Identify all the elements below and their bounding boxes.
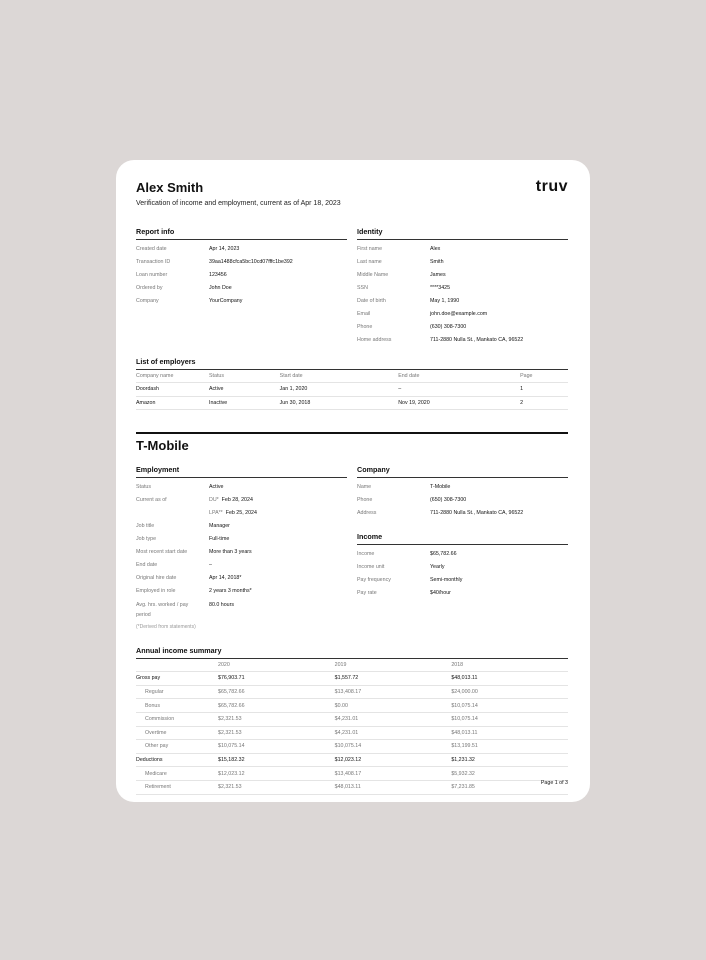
field-value: More than 3 years	[209, 549, 252, 556]
du-tag: DU*	[209, 497, 219, 504]
table-cell: $15,182.32	[218, 753, 335, 767]
table-cell: $1,557.72	[335, 672, 452, 686]
field-value	[209, 494, 253, 507]
field-label: Email	[357, 311, 371, 317]
field-value: 39aa1488cfca5bc10cd07fffc1be392	[209, 259, 293, 265]
page-title: Alex Smith	[136, 180, 204, 195]
employment-rows	[136, 520, 347, 598]
table-cell: Other pay	[136, 740, 218, 754]
income-summary-row	[136, 672, 568, 686]
income-heading: Income	[357, 532, 568, 545]
employer-row	[136, 383, 568, 397]
company-heading: Company	[357, 465, 568, 478]
income-summary-row	[136, 712, 568, 726]
field-label: Date of birth	[357, 298, 386, 304]
table-cell: $2,321.53	[218, 712, 335, 726]
field-value: Full-time	[209, 536, 230, 543]
field-value: 123456	[209, 272, 227, 278]
company-row	[357, 507, 568, 520]
lpa-date: Feb 25, 2024	[225, 510, 257, 517]
table-cell: $7,231.85	[451, 780, 568, 794]
field-label: Income	[357, 551, 375, 558]
table-cell: $5,932.32	[451, 767, 568, 781]
income-row	[357, 561, 568, 574]
field-label: Job type	[136, 536, 157, 543]
company-income-column	[357, 465, 568, 630]
identity-row	[357, 308, 568, 321]
company-title: T-Mobile	[136, 432, 568, 453]
report-info-list	[136, 243, 347, 308]
field-value: Apr 14, 2018*	[209, 575, 242, 582]
employment-row	[136, 481, 347, 494]
employment-columns	[136, 465, 568, 630]
table-cell: $4,231.01	[335, 712, 452, 726]
employers-table	[136, 370, 568, 410]
field-label: Ordered by	[136, 285, 163, 291]
table-cell: Nov 19, 2020	[398, 396, 520, 410]
income-list	[357, 548, 568, 600]
report-info-row	[136, 269, 347, 282]
table-cell: Retirement	[136, 780, 218, 794]
identity-list	[357, 243, 568, 347]
field-value: 2 years 3 months*	[209, 588, 252, 595]
employment-heading: Employment	[136, 465, 347, 478]
field-value	[209, 507, 257, 520]
employment-row	[136, 572, 347, 585]
annual-income-table	[136, 659, 568, 794]
field-value: 711-2880 Nulla St., Mankato CA, 96522	[430, 337, 524, 343]
employers-section	[136, 357, 568, 410]
employment-row	[136, 585, 347, 598]
table-cell: Overtime	[136, 726, 218, 740]
income-row	[357, 548, 568, 561]
table-cell: $48,013.11	[335, 780, 452, 794]
table-cell: $4,231.01	[335, 726, 452, 740]
income-summary-row	[136, 767, 568, 781]
table-cell: Deductions	[136, 753, 218, 767]
field-label: Company	[136, 298, 159, 304]
column-header: 2018	[451, 659, 568, 672]
employment-row	[136, 494, 347, 507]
field-label: Loan number	[136, 272, 168, 278]
field-label: Phone	[357, 324, 373, 330]
table-cell: Regular	[136, 685, 218, 699]
identity-heading: Identity	[357, 227, 568, 240]
field-label: Current as of	[136, 497, 167, 504]
field-label: Home address	[357, 337, 392, 343]
table-cell: $65,782.66	[218, 685, 335, 699]
table-cell: Bonus	[136, 699, 218, 713]
field-value: 711-2880 Nulla St., Mankato CA, 96522	[430, 510, 524, 517]
field-value: James	[430, 272, 446, 278]
field-label: Name	[357, 484, 372, 491]
report-info-row	[136, 256, 347, 269]
field-value: 80.0 hours	[209, 602, 235, 609]
income-summary-row	[136, 780, 568, 794]
field-value: Yearly	[430, 564, 445, 571]
income-summary-row	[136, 726, 568, 740]
field-value: –	[209, 562, 212, 569]
field-label: Avg. hrs. worked / pay period	[136, 602, 189, 619]
table-cell: $13,408.17	[335, 685, 452, 699]
field-value: Manager	[209, 523, 230, 530]
income-row	[357, 587, 568, 600]
field-value: $40/hour	[430, 590, 451, 597]
field-label: SSN	[357, 285, 368, 291]
report-content	[136, 180, 568, 795]
identity-row	[357, 321, 568, 334]
table-cell: $24,000.00	[451, 685, 568, 699]
column-header: End date	[398, 370, 520, 383]
report-info-row	[136, 243, 347, 256]
identity-row	[357, 295, 568, 308]
identity-section	[357, 227, 568, 347]
report-card	[116, 160, 590, 802]
field-label: Most recent start date	[136, 549, 188, 556]
report-info-heading: Report info	[136, 227, 347, 240]
employment-section	[136, 465, 347, 630]
column-header	[136, 659, 218, 672]
annual-income-heading: Annual income summary	[136, 646, 568, 659]
table-cell: Jun 30, 2018	[280, 396, 399, 410]
truv-logo: truv	[535, 178, 568, 195]
table-cell: Gross pay	[136, 672, 218, 686]
company-row	[357, 481, 568, 494]
income-summary-row	[136, 685, 568, 699]
table-cell: $65,782.66	[218, 699, 335, 713]
table-cell: $76,903.71	[218, 672, 335, 686]
column-header: 2019	[335, 659, 452, 672]
field-label: Address	[357, 510, 377, 517]
employment-row	[136, 546, 347, 559]
employment-row	[136, 559, 347, 572]
field-label: End date	[136, 562, 158, 569]
table-cell: $48,013.11	[451, 672, 568, 686]
table-cell: Medicare	[136, 767, 218, 781]
field-label: Income unit	[357, 564, 385, 571]
field-value: john.doe@example.com	[430, 311, 488, 317]
income-summary-row	[136, 753, 568, 767]
income-summary-row	[136, 699, 568, 713]
employers-header-row	[136, 370, 568, 383]
identity-row	[357, 256, 568, 269]
employers-heading: List of employers	[136, 357, 568, 370]
report-info-row	[136, 295, 347, 308]
table-cell: Commission	[136, 712, 218, 726]
field-label: Pay rate	[357, 590, 377, 597]
table-cell: $2,321.53	[218, 726, 335, 740]
table-cell: $10,075.14	[335, 740, 452, 754]
table-cell: 1	[520, 383, 568, 397]
column-header: 2020	[218, 659, 335, 672]
table-cell: $12,023.12	[335, 753, 452, 767]
identity-row	[357, 243, 568, 256]
company-list	[357, 481, 568, 520]
field-label: Created date	[136, 246, 167, 252]
table-cell: $12,023.12	[218, 767, 335, 781]
field-value: Active	[209, 484, 224, 491]
field-label: Status	[136, 484, 152, 491]
page-subtitle: Verification of income and employment, current as of Apr 18, 2023	[136, 200, 341, 207]
lpa-tag: LPA**	[209, 510, 223, 517]
table-cell: $10,075.14	[451, 712, 568, 726]
annual-body	[136, 672, 568, 794]
field-value: YourCompany	[209, 298, 243, 304]
income-row	[357, 574, 568, 587]
field-label: Original hire date	[136, 575, 177, 582]
column-header: Status	[209, 370, 280, 383]
table-cell: Inactive	[209, 396, 280, 410]
field-value: (630) 308-7300	[430, 324, 467, 330]
field-value: John Doe	[209, 285, 232, 291]
annual-header-row	[136, 659, 568, 672]
report-info-section	[136, 227, 347, 347]
page-number: Page 1 of 3	[540, 780, 568, 786]
field-value: $65,782.66	[430, 551, 457, 558]
field-label: Last name	[357, 259, 382, 265]
table-cell: Doordash	[136, 383, 209, 397]
employment-row	[136, 533, 347, 546]
field-value: May 1, 1990	[430, 298, 460, 304]
employer-row	[136, 396, 568, 410]
column-header: Page	[520, 370, 568, 383]
table-cell: $10,075.14	[451, 699, 568, 713]
field-label: Middle Name	[357, 272, 389, 278]
company-row	[357, 494, 568, 507]
field-value: Alex	[430, 246, 441, 252]
table-cell: $13,408.17	[335, 767, 452, 781]
field-value: (650) 308-7300	[430, 497, 467, 504]
employment-row	[136, 600, 347, 620]
employment-row	[136, 507, 347, 520]
annual-income-section	[136, 646, 568, 794]
employers-body	[136, 383, 568, 410]
table-cell: $13,199.51	[451, 740, 568, 754]
field-value: Smith	[430, 259, 444, 265]
field-label: Employed in role	[136, 588, 176, 595]
table-cell: $48,013.11	[451, 726, 568, 740]
identity-row	[357, 269, 568, 282]
field-label: Phone	[357, 497, 373, 504]
table-cell: 2	[520, 396, 568, 410]
field-value: Apr 14, 2023	[209, 246, 240, 252]
field-value: T-Mobile	[430, 484, 451, 491]
du-date: Feb 28, 2024	[221, 497, 253, 504]
field-label: First name	[357, 246, 383, 252]
identity-row	[357, 334, 568, 347]
field-label: Transaction ID	[136, 259, 171, 265]
field-label: Job title	[136, 523, 155, 530]
info-columns	[136, 227, 568, 347]
identity-row	[357, 282, 568, 295]
column-header: Company name	[136, 370, 209, 383]
employment-row	[136, 520, 347, 533]
table-cell: $2,321.53	[218, 780, 335, 794]
table-cell: $10,075.14	[218, 740, 335, 754]
table-cell: –	[398, 383, 520, 397]
field-label: Pay frequency	[357, 577, 391, 584]
table-cell: $0.00	[335, 699, 452, 713]
column-header: Start date	[280, 370, 399, 383]
report-info-row	[136, 282, 347, 295]
table-cell: Jan 1, 2020	[280, 383, 399, 397]
table-cell: $1,231.32	[451, 753, 568, 767]
table-cell: Active	[209, 383, 280, 397]
derived-note: (*Derived from statements)	[136, 624, 196, 631]
field-value: ****3425	[430, 285, 451, 291]
table-cell: Amazon	[136, 396, 209, 410]
income-summary-row	[136, 740, 568, 754]
employment-list	[136, 481, 347, 630]
field-value: Semi-monthly	[430, 577, 463, 584]
